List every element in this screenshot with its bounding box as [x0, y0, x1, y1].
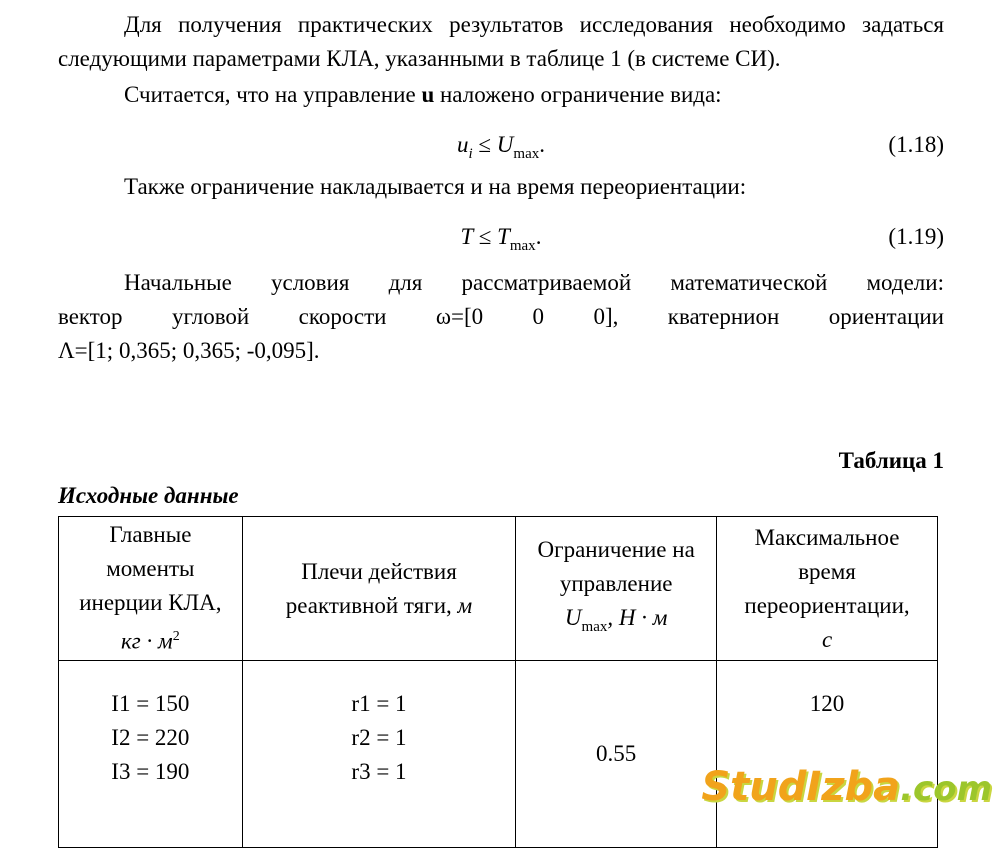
paragraph-time-constraint: Также ограничение накладывается и на время переориентации:	[124, 174, 747, 199]
header-inertia: Главные моменты инерции КЛА, кг · $м^2$	[59, 517, 243, 661]
paragraph-control-constraint	[58, 78, 944, 112]
header-max-time: Максимальное время переориентации, с	[717, 517, 938, 661]
cell-arm-values: r1 = 1 r2 = 1 r3 = 1	[242, 661, 516, 848]
formula-1-19	[58, 214, 944, 260]
header-control-limit: Ограничение на управление $U_{max}$, Н · м	[516, 517, 717, 661]
formula-expression: $T \le T_{max}$.	[460, 224, 542, 254]
header-thrust-arms: Плечи действия реактивной тяги, м	[242, 517, 516, 661]
text-line: Λ=[1; 0,365; 0,365; -0,095].	[58, 338, 320, 363]
text-segment: Считается, что на управление	[124, 82, 416, 107]
table-row	[59, 661, 938, 848]
formula-number: (1.18)	[888, 132, 944, 157]
text-line: вектор угловой скорости ω=[0 0 0], кватернион ориентации	[58, 304, 944, 329]
document-page	[58, 8, 944, 784]
text-line: Начальные условия для рассматриваемой математической модели:	[124, 270, 944, 295]
paragraph-initial-conditions	[58, 266, 944, 368]
formula-1-18	[58, 122, 944, 168]
table-caption: Таблица 1	[838, 448, 944, 473]
formula-number: (1.19)	[888, 224, 944, 249]
studizba-watermark-logo: StudIzba.com	[701, 764, 992, 810]
table-header-row	[59, 517, 938, 661]
formula-expression: $u_i \le U_{max}$.	[457, 132, 545, 162]
table-title: Исходные данные	[58, 483, 239, 508]
text-segment: наложено ограничение вида:	[440, 82, 722, 107]
cell-tmax-value: 120	[717, 661, 938, 848]
cell-umax-value: 0.55	[516, 661, 717, 848]
cell-inertia-values: I1 = 150 I2 = 220 I3 = 190	[59, 661, 243, 848]
paragraph-intro: Для получения практических результатов исследования необходимо задаться следующими параметрами КЛА, указанными в таблице 1 (в системе СИ).	[58, 12, 944, 71]
control-vector-symbol: u	[421, 82, 435, 107]
